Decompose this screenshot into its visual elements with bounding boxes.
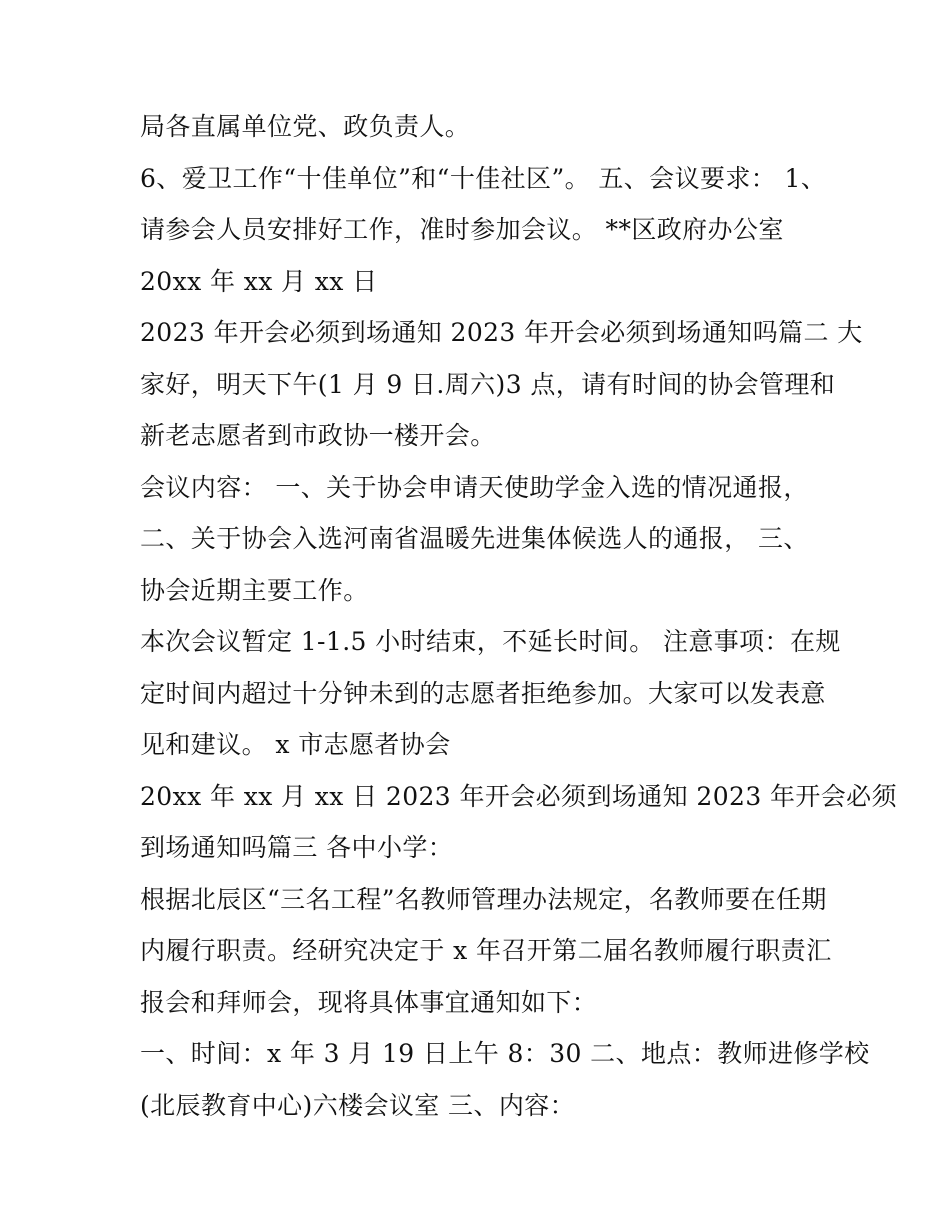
text-line: 一、时间：x 年 3 月 19 日上午 8：30 二、地点：教师进修学校	[140, 1039, 870, 1068]
text-line: 6、爱卫工作“十佳单位”和“十佳社区”。 五、会议要求： 1、	[140, 163, 827, 193]
text-line: 本次会议暂定 1-1.5 小时结束，不延长时间。 注意事项：在规	[140, 627, 841, 656]
text-line: 局各直属单位党、政负责人。	[140, 112, 471, 141]
text-line: 会议内容： 一、关于协会申请天使助学金入选的情况通报，	[140, 472, 809, 502]
text-line: 报会和拜师会，现将具体事宜通知如下：	[140, 987, 598, 1017]
document-page	[140, 101, 897, 1131]
text-line: 家好，明天下午(1 月 9 日.周六)3 点，请有时间的协会管理和	[140, 369, 836, 399]
text-line: 见和建议。 x 市志愿者协会	[140, 730, 451, 759]
text-line: 到场通知吗篇三 各中小学：	[140, 833, 454, 862]
text-line: 2023 年开会必须到场通知 2023 年开会必须到场通知吗篇二 大	[140, 318, 863, 347]
text-line: 内履行职责。经研究决定于 x 年召开第二届名教师履行职责汇	[140, 936, 832, 965]
text-line: 20xx 年 xx 月 xx 日 2023 年开会必须到场通知 2023 年开会必须	[140, 781, 897, 811]
text-line: 协会近期主要工作。	[140, 575, 369, 605]
date-line: 20xx 年 xx 月 xx 日	[140, 266, 378, 296]
text-line: 新老志愿者到市政协一楼开会。	[140, 421, 496, 450]
text-line: 二、关于协会入选河南省温暖先进集体候选人的通报， 三、	[140, 524, 809, 553]
text-line: 根据北辰区“三名工程”名教师管理办法规定，名教师要在任期	[140, 884, 827, 914]
text-line: (北辰教育中心)六楼会议室 三、内容：	[140, 1090, 576, 1120]
text-line: 请参会人员安排好工作，准时参加会议。 **区政府办公室	[140, 215, 784, 244]
text-line: 定时间内超过十分钟未到的志愿者拒绝参加。大家可以发表意	[140, 678, 826, 708]
